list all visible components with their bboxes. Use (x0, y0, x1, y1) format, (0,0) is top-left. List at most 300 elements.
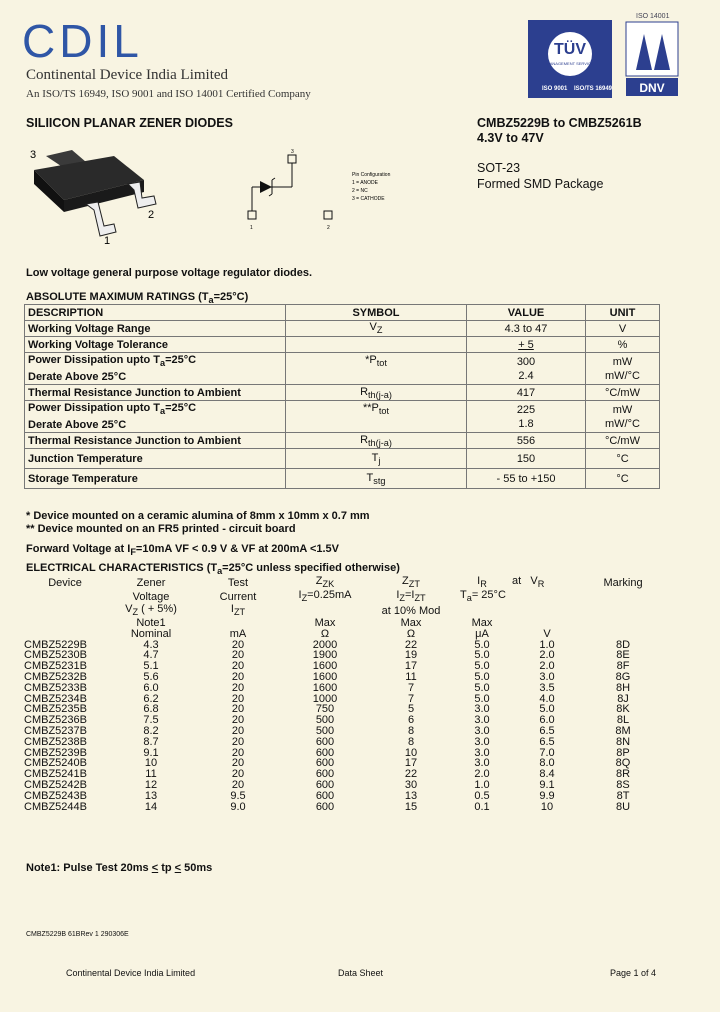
sym: R (360, 433, 369, 446)
row-symbol (286, 353, 467, 385)
company-logo: CDIL (22, 15, 143, 67)
ec-cell-zzt: 8 (407, 724, 415, 737)
iz2: I (396, 588, 400, 601)
ec-cell-zener-voltage: 5.1 (143, 660, 159, 673)
ec-cell-marking: 8H (615, 681, 631, 694)
ec-cell-zener-voltage: 4.7 (143, 649, 159, 662)
package-pin2-label: 2 (148, 209, 155, 221)
pulse-mid: tp (158, 862, 175, 874)
package-pin3-label: 3 (30, 149, 37, 161)
ec-cell-ir: 5.0 (474, 670, 490, 683)
dnv-text: DNV (639, 81, 665, 95)
ec-cell-marking: 8U (615, 800, 631, 813)
ec-cell-marking: 8N (615, 735, 631, 748)
isots-label: ISO/TS 16949 (574, 86, 613, 92)
abs-max-row (25, 433, 660, 449)
ec-cell-test-current: 20 (231, 768, 245, 781)
ec-cell-test-current: 20 (231, 692, 245, 705)
row-symbol (286, 385, 467, 401)
vz-sub: Z (132, 607, 139, 618)
ec-cell-ir: 1.0 (474, 778, 490, 791)
ec-cell-test-current: 20 (231, 638, 245, 651)
abs-max-row (25, 469, 660, 489)
ec-cell-ir: 5.0 (474, 638, 490, 651)
hdr-at10: at 10% Mod (381, 604, 441, 617)
hdr-nominal: Nominal (130, 627, 172, 640)
ec-cell-vr: 10 (540, 800, 554, 813)
ec-cell-marking: 8T (616, 789, 630, 802)
row-value (467, 353, 586, 385)
legend-3: 3 = CATHODE (352, 196, 385, 202)
ec-cell-zzk: 1600 (312, 660, 338, 673)
electrical-table-body (24, 640, 664, 813)
value: 225 (516, 403, 536, 416)
ec-cell-ir: 5.0 (474, 649, 490, 662)
hdr-iz-izt (370, 590, 452, 604)
col-value: VALUE (467, 305, 586, 321)
product-type-title: SILIICON PLANAR ZENER DIODES (26, 116, 233, 130)
hdr-test: Test (227, 576, 249, 589)
ec-cell-device: CMBZ5235B (24, 703, 87, 716)
vr: V (530, 575, 538, 587)
ec-cell-device: CMBZ5242B (24, 778, 87, 791)
ec-cell-zzk: 750 (315, 703, 335, 716)
ec-cell-vr: 2.0 (539, 649, 555, 662)
ec-cell-vr: 3.0 (539, 670, 555, 683)
ec-cell-device: CMBZ5237B (24, 724, 87, 737)
ec-cell-zener-voltage: 4.3 (143, 638, 159, 651)
hdr-ohm1: Ω (320, 627, 330, 640)
hdr-at-vr (512, 576, 582, 590)
schem-pin2-label: 2 (327, 225, 330, 231)
row-value: 150 (467, 449, 586, 469)
vr-sub: R (537, 579, 545, 590)
ec-heading-pre: ELECTRICAL CHARACTERISTICS (T (26, 562, 218, 574)
iz-post: =0.25mA (307, 588, 352, 601)
value2: 2.4 (518, 369, 534, 382)
iz: I (298, 588, 302, 601)
ec-cell-zener-voltage: 7.5 (143, 714, 159, 727)
desc2: Derate Above 25°C (28, 419, 127, 432)
ec-cell-test-current: 20 (231, 703, 245, 716)
ec-cell-vr: 5.0 (539, 703, 555, 716)
package-desc: Formed SMD Package (477, 177, 604, 191)
abs-max-row (25, 401, 660, 433)
ec-cell-vr: 4.0 (539, 692, 555, 705)
schem-pin2-pad (324, 211, 332, 219)
package-pin1-label: 1 (104, 235, 111, 247)
ec-cell-test-current: 9.5 (230, 789, 246, 802)
sym: V (369, 321, 377, 334)
row-unit: °C/mW (586, 433, 660, 449)
hdr-device: Device (48, 576, 82, 589)
ec-cell-marking: 8P (616, 746, 630, 759)
row-symbol (286, 433, 467, 449)
iz-sub: Z (301, 593, 308, 604)
ec-cell-zzt: 22 (404, 638, 418, 651)
pulse-test-note (26, 862, 212, 874)
sym-sub: j (378, 455, 381, 466)
abs-max-heading-pre: ABSOLUTE MAXIMUM RATINGS (T (26, 291, 209, 303)
ec-cell-device: CMBZ5239B (24, 746, 87, 759)
ec-cell-zener-voltage: 11 (145, 768, 157, 781)
ec-heading-sub: a (217, 566, 223, 577)
unit: mW (612, 355, 633, 368)
ec-cell-zzt: 10 (404, 746, 418, 759)
ec-row (24, 650, 664, 661)
ec-cell-device: CMBZ5244B (24, 800, 87, 813)
hdr-izt (196, 604, 280, 618)
row-desc (25, 353, 286, 385)
legend-title: Pin Configuration (352, 172, 391, 178)
package-name: SOT-23 (477, 161, 521, 175)
ec-cell-device: CMBZ5234B (24, 692, 87, 705)
company-name: Continental Device India Limited (26, 67, 229, 83)
abs-max-header-row (25, 305, 660, 321)
ec-cell-device: CMBZ5236B (24, 714, 87, 727)
ec-row (24, 748, 664, 759)
iz2-sub2: ZT (414, 593, 426, 604)
ec-cell-device: CMBZ5229B (24, 638, 87, 651)
ec-cell-device: CMBZ5238B (24, 735, 87, 748)
ec-cell-ir: 3.0 (474, 724, 490, 737)
hdr-v: V (543, 627, 551, 640)
ec-cell-ir: 2.0 (474, 768, 490, 781)
ec-cell-ir: 3.0 (474, 703, 490, 716)
col-symbol: SYMBOL (286, 305, 467, 321)
ec-cell-test-current: 20 (231, 681, 245, 694)
ec-cell-vr: 3.5 (539, 681, 555, 694)
ec-cell-test-current: 20 (231, 778, 245, 791)
ec-row (24, 694, 664, 705)
ec-header-row (24, 629, 664, 640)
row-unit: °C (586, 469, 660, 489)
abs-max-table (24, 304, 660, 489)
footer-company: Continental Device India Limited (66, 968, 196, 978)
ec-cell-vr: 8.4 (539, 768, 555, 781)
desc2: Derate Above 25°C (28, 371, 127, 384)
sym-sub: tot (378, 406, 390, 417)
certification-line: An ISO/TS 16949, ISO 9001 and ISO 14001 Certified Company (26, 88, 311, 100)
hdr-iz-cond (280, 590, 370, 604)
ec-cell-zzk: 600 (315, 735, 335, 748)
row-value (467, 401, 586, 433)
desc: Power Dissipation upto T (28, 402, 161, 415)
ec-cell-zzt: 11 (405, 670, 417, 683)
pulse-le2: < (174, 862, 182, 874)
ec-cell-ir: 0.1 (474, 800, 490, 813)
ec-cell-test-current: 20 (231, 746, 245, 759)
row-unit (586, 353, 660, 385)
fv-sub: F (130, 547, 136, 558)
ec-cell-test-current: 20 (231, 649, 245, 662)
ta-post: = 25°C (471, 588, 506, 601)
fv-pre: Forward Voltage at I (26, 543, 131, 555)
iso9001-label: ISO 9001 (542, 86, 568, 92)
ec-cell-test-current: 20 (231, 757, 245, 770)
ec-cell-test-current: 20 (231, 724, 245, 737)
ec-cell-marking: 8K (616, 703, 630, 716)
ec-cell-zzk: 1600 (312, 681, 338, 694)
zzk-sub: ZK (322, 579, 335, 590)
footer-page: Page 1 of 4 (610, 968, 657, 978)
sym: *P (365, 354, 377, 366)
ec-cell-device: CMBZ5231B (24, 660, 87, 673)
row-desc: Thermal Resistance Junction to Ambient (25, 385, 286, 401)
ec-cell-zener-voltage: 9.1 (143, 746, 159, 759)
ec-cell-zener-voltage: 8.7 (143, 735, 159, 748)
pin1-lead (86, 202, 116, 236)
ec-cell-marking: 8L (616, 714, 630, 727)
zzk: Z (315, 575, 323, 587)
ec-cell-vr: 1.0 (539, 638, 555, 651)
hdr-voltage: Voltage (132, 590, 170, 603)
schem-pin3-label: 3 (291, 149, 294, 155)
pulse-le1: < (151, 862, 159, 874)
ec-header-row (24, 576, 664, 590)
ec-cell-zzt: 19 (404, 649, 418, 662)
ec-row (24, 726, 664, 737)
ec-cell-ir: 5.0 (474, 660, 490, 673)
row-unit: °C (586, 449, 660, 469)
hdr-vz (106, 604, 196, 618)
ec-row (24, 672, 664, 683)
ec-cell-zzk: 500 (315, 714, 335, 727)
hdr-ir (452, 576, 512, 590)
ec-cell-marking: 8D (615, 638, 631, 651)
ec-cell-test-current: 20 (231, 660, 245, 673)
ec-cell-zzt: 5 (407, 703, 415, 716)
ec-cell-ir: 3.0 (474, 714, 490, 727)
pulse-post: 50ms (181, 862, 213, 874)
hdr-ma: mA (229, 627, 247, 640)
ec-cell-ir: 3.0 (474, 757, 490, 770)
ec-cell-zzk: 500 (315, 724, 335, 737)
zzt-sub: ZT (408, 579, 420, 590)
electrical-table-wrap (24, 576, 664, 812)
ec-cell-zzk: 600 (315, 789, 335, 802)
sym: T (366, 471, 374, 484)
package-drawing (24, 140, 174, 250)
ec-row (24, 769, 664, 780)
ec-row (24, 704, 664, 715)
ec-cell-test-current: 20 (231, 670, 245, 683)
ec-cell-zzt: 6 (407, 714, 415, 727)
electrical-heading (26, 562, 400, 576)
ec-cell-device: CMBZ5233B (24, 681, 87, 694)
ec-cell-vr: 6.5 (539, 724, 555, 737)
ec-cell-marking: 8Q (615, 757, 631, 770)
hdr-current: Current (219, 590, 257, 603)
iz2-sub: Z (399, 593, 405, 604)
desc-post: =25°C (165, 354, 197, 366)
abs-max-row (25, 353, 660, 385)
iz2-mid: =I (404, 588, 415, 601)
izt-sub: ZT (233, 607, 246, 618)
desc-post: =25°C (165, 402, 197, 415)
iso14001-label: ISO 14001 (636, 13, 670, 20)
ec-row (24, 640, 664, 651)
ec-cell-zzk: 600 (315, 768, 335, 781)
row-desc: Thermal Resistance Junction to Ambient (25, 433, 286, 449)
ec-cell-marking: 8S (616, 778, 630, 791)
hdr-max1: Max (314, 616, 336, 629)
col-description: DESCRIPTION (25, 305, 286, 321)
ec-cell-device: CMBZ5243B (24, 789, 87, 802)
abs-max-row (25, 449, 660, 469)
dnv-emblem-box (626, 22, 678, 76)
doc-code: CMBZ5229B 61BRev 1 290306E (26, 931, 129, 938)
zener-diode-icon (260, 181, 272, 193)
ec-cell-ir: 3.0 (474, 735, 490, 748)
row-value (467, 337, 586, 353)
ec-row (24, 758, 664, 769)
izt: I (230, 602, 234, 615)
ec-cell-test-current: 9.0 (230, 800, 246, 813)
ec-cell-zzt: 7 (407, 681, 415, 694)
row-value: 417 (467, 385, 586, 401)
ec-cell-marking: 8M (615, 724, 631, 737)
row-symbol (286, 401, 467, 433)
ir-sub: R (480, 579, 487, 590)
ec-cell-zzk: 600 (315, 778, 335, 791)
forward-voltage (26, 543, 339, 557)
ec-cell-vr: 9.1 (539, 778, 555, 791)
vz-tol: ( + 5%) (138, 602, 177, 615)
ec-cell-zzk: 600 (315, 757, 335, 770)
ec-cell-vr: 2.0 (539, 660, 555, 673)
footer-center: Data Sheet (338, 968, 384, 978)
ec-cell-zener-voltage: 14 (144, 800, 158, 813)
ec-cell-ir: 5.0 (474, 692, 490, 705)
ec-cell-vr: 6.5 (539, 735, 555, 748)
row-desc: Junction Temperature (25, 449, 286, 469)
ta-sub: a (466, 593, 472, 604)
electrical-table (24, 576, 664, 812)
description: Low voltage general purpose voltage regulator diodes. (26, 267, 313, 279)
ec-cell-device: CMBZ5232B (24, 670, 87, 683)
sym: R (360, 385, 369, 398)
ec-cell-zener-voltage: 12 (144, 778, 158, 791)
at: at (512, 575, 522, 587)
ec-cell-ir: 5.0 (474, 681, 490, 694)
abs-max-row (25, 385, 660, 401)
ec-cell-ir: 0.5 (474, 789, 490, 802)
ec-cell-zzt: 13 (404, 789, 418, 802)
ec-cell-marking: 8R (615, 768, 631, 781)
ec-header-row (24, 604, 664, 618)
ec-cell-zener-voltage: 13 (144, 789, 158, 802)
hdr-zener: Zener (136, 576, 166, 589)
ec-cell-marking: 8F (616, 660, 630, 673)
row-symbol (286, 469, 467, 489)
hdr-note1: Note1 (136, 616, 166, 629)
tolerance-value: + 5 (518, 338, 534, 351)
ta: T (460, 588, 467, 601)
ec-cell-zzt: 30 (404, 778, 418, 791)
vz: V (125, 602, 133, 615)
sym: **P (362, 402, 379, 415)
note-ceramic: * Device mounted on a ceramic alumina of 8mm x 10mm x 0.7 mm (26, 510, 370, 522)
unit: mW (612, 403, 633, 416)
row-desc: Working Voltage Tolerance (25, 337, 286, 353)
ec-cell-zener-voltage: 10 (144, 757, 158, 770)
ec-cell-marking: 8G (615, 670, 631, 683)
hdr-ohm2: Ω (406, 627, 416, 640)
ec-row (24, 791, 664, 802)
ec-heading-post: =25°C unless specified otherwise) (222, 562, 400, 574)
ir: I (477, 575, 481, 587)
hdr-ua: μA (475, 627, 489, 640)
row-value: 4.3 to 47 (467, 321, 586, 337)
abs-max-row (25, 321, 660, 337)
ec-cell-zzt: 15 (404, 800, 418, 813)
unit2: mW/°C (605, 369, 640, 382)
row-symbol (286, 321, 467, 337)
ec-cell-zener-voltage: 6.8 (143, 703, 159, 716)
ec-cell-zener-voltage: 5.6 (143, 670, 159, 683)
value: 300 (516, 355, 536, 368)
ec-cell-zener-voltage: 6.2 (143, 692, 159, 705)
row-value: - 55 to +150 (467, 469, 586, 489)
schem-pin1-pad (248, 211, 256, 219)
ec-row (24, 661, 664, 672)
pulse-pre: Note1: Pulse Test 20ms (26, 862, 152, 874)
row-unit: °C/mW (586, 385, 660, 401)
unit2: mW/°C (605, 417, 640, 430)
row-desc: Storage Temperature (25, 469, 286, 489)
abs-max-row (25, 337, 660, 353)
row-value: 556 (467, 433, 586, 449)
legend-1: 1 = ANODE (352, 180, 378, 186)
ec-cell-zzk: 1900 (312, 649, 338, 662)
hdr-max3: Max (471, 616, 493, 629)
row-symbol (286, 337, 467, 353)
ec-row (24, 802, 664, 813)
ec-cell-device: CMBZ5230B (24, 649, 87, 662)
desc-sub: a (160, 358, 166, 369)
value2: 1.8 (518, 417, 534, 430)
ec-cell-zzk: 1000 (312, 692, 338, 705)
desc: Power Dissipation upto T (28, 354, 161, 366)
desc-sub: a (160, 406, 166, 417)
fv-post: =10mA VF < 0.9 V & VF at 200mA <1.5V (135, 543, 339, 555)
zzt: Z (402, 575, 409, 587)
row-desc: Working Voltage Range (25, 321, 286, 337)
tuv-text: TÜV (554, 41, 586, 58)
abs-max-heading-post: =25°C) (213, 291, 249, 303)
ec-cell-zzt: 8 (407, 735, 415, 748)
legend-2: 2 = NC (352, 188, 368, 194)
note-fr5: ** Device mounted on an FR5 printed - circuit board (26, 523, 296, 535)
row-symbol (286, 449, 467, 469)
ec-cell-ir: 3.0 (474, 746, 490, 759)
row-desc (25, 401, 286, 433)
tuv-small-text: MANAGEMENT SERVICE (546, 61, 594, 66)
ec-cell-zener-voltage: 6.0 (143, 681, 159, 694)
ec-cell-zzt: 17 (404, 660, 418, 673)
ec-cell-vr: 8.0 (539, 757, 555, 770)
ec-cell-zzk: 1600 (312, 670, 338, 683)
sym-sub: th(j-a) (368, 389, 392, 400)
hdr-zzk (280, 576, 370, 590)
ec-cell-marking: 8J (617, 692, 629, 705)
ec-cell-device: CMBZ5241B (24, 768, 87, 781)
schem-pin3-pad (288, 155, 296, 163)
col-unit: UNIT (586, 305, 660, 321)
hdr-marking: Marking (603, 576, 643, 589)
voltage-range: 4.3V to 47V (477, 131, 544, 145)
